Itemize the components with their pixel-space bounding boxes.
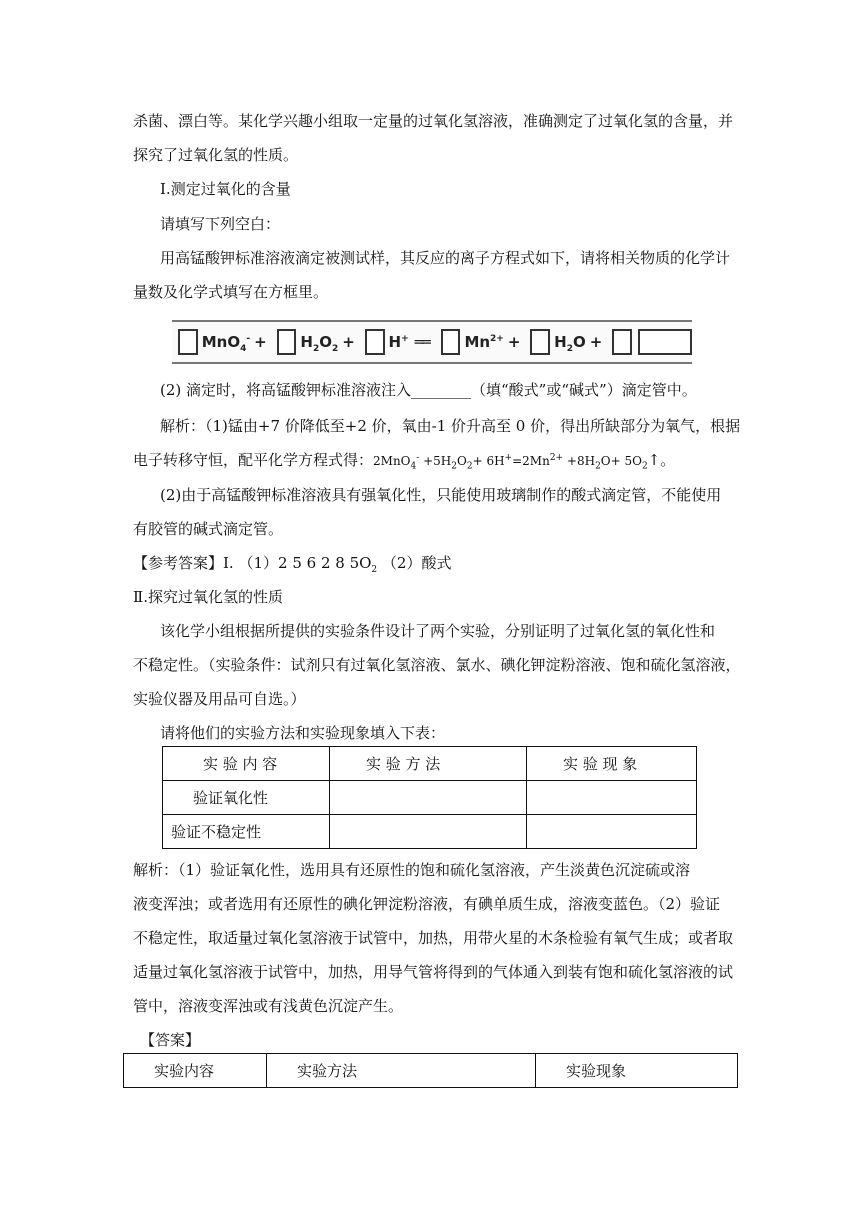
reference-answer: 【参考答案】Ⅰ. （1）2 5 6 2 8 $5O_2$ （2）酸式	[133, 554, 452, 575]
manganese-ion-formula: $Mn^{2+}$	[464, 333, 504, 351]
peroxide-formula: $H_2O_2$	[300, 333, 339, 354]
table-header-row	[163, 747, 697, 781]
plus-sign: +	[254, 333, 267, 351]
coefficient-box[interactable]	[277, 329, 297, 355]
paragraph-line: 探究了过氧化氢的性质。	[133, 146, 299, 164]
paragraph-line: 杀菌、漂白等。某化学兴趣小组取一定量的过氧化氢溶液，准确测定了过氧化氢的含量，并	[133, 112, 734, 130]
paragraph-line: 该化学小组根据所提供的实验条件设计了两个实验，分别证明了过氧化氢的氧化性和	[160, 622, 716, 640]
paragraph-line: 量数及化学式填写在方框里。	[133, 283, 329, 301]
answer-table	[123, 1053, 738, 1088]
table-header-cell: 实验方法	[267, 1054, 536, 1088]
plus-sign: +	[342, 333, 355, 351]
table-cell-empty[interactable]	[330, 781, 527, 815]
formula-box[interactable]	[638, 329, 692, 355]
table-header-row	[124, 1054, 738, 1088]
plus-sign: +	[589, 333, 603, 351]
coefficient-box[interactable]	[530, 329, 550, 355]
analysis-line: 有胶管的碱式滴定管。	[133, 520, 284, 538]
table-header-cell: 实验现象	[536, 1054, 738, 1088]
section-heading: Ⅰ.测定过氧化的含量	[160, 180, 291, 198]
table-row	[163, 781, 697, 815]
table-header-cell: 实 验 方 法	[330, 747, 527, 781]
question-line: (2) 滴定时，将高锰酸钾标准溶液注入________（填“酸式”或“碱式”）滴定管中。	[160, 381, 697, 399]
table-cell-empty[interactable]	[330, 815, 527, 849]
analysis-line: (2)由于高锰酸钾标准溶液具有强氧化性，只能使用玻璃制作的酸式滴定管，不能使用	[160, 486, 722, 504]
answer-heading: 【答案】	[140, 1031, 201, 1049]
analysis-line: 解析：（1）验证氧化性，选用具有还原性的饱和硫化氢溶液，产生淡黄色沉淀硫或溶	[133, 861, 691, 879]
section-heading: Ⅱ.探究过氧化氢的性质	[133, 588, 283, 606]
analysis-line: 管中，溶液变浑浊或有浅黄色沉淀产生。	[133, 997, 404, 1015]
analysis-line: 适量过氧化氢溶液于试管中，加热，用导气管将得到的气体通入到装有饱和硫化氢溶液的试	[133, 963, 734, 981]
analysis-line: 解析：（1)锰由+7 价降低至+2 价，氧由-1 价升高至 0 价，得出所缺部分为氧气，根据	[160, 417, 741, 435]
table-cell: 验证氧化性	[163, 781, 330, 815]
paragraph-line: 用高锰酸钾标准溶液滴定被测试样，其反应的离子方程式如下，请将相关物质的化学计	[160, 249, 731, 267]
table-cell: 验证不稳定性	[163, 815, 330, 849]
proton-formula: H+	[388, 333, 409, 351]
paragraph-line: 实验仪器及用品可自选。）	[133, 690, 306, 708]
analysis-line: 不稳定性，取适量过氧化氢溶液于试管中，加热，用带火星的木条检验有氧气生成；或者取	[133, 929, 734, 947]
coefficient-box[interactable]	[365, 329, 385, 355]
table-header-cell: 实验内容	[124, 1054, 267, 1088]
table-row	[163, 815, 697, 849]
plus-sign: +	[507, 333, 521, 351]
instruction-line: 请填写下列空白：	[160, 215, 281, 233]
coefficient-box[interactable]	[178, 329, 198, 355]
permanganate-formula: MnO$_4$-	[201, 333, 251, 354]
table-header-cell: 实 验 现 象	[527, 747, 697, 781]
analysis-equation-line: 电子转移守恒，配平化学方程式得：$2MnO_4^- +5H_2O_2+ 6H^+=2Mn^{2+} +8H_2O+$ $5O_2↑$。	[133, 451, 676, 472]
water-formula: $H_2O$	[554, 333, 586, 354]
table-cell-empty[interactable]	[527, 781, 697, 815]
equals-sign: ══	[414, 333, 429, 351]
table-header-cell: 实 验 内 容	[163, 747, 330, 781]
ion-equation-blanks	[172, 320, 692, 364]
coefficient-box[interactable]	[612, 329, 632, 355]
analysis-line: 液变浑浊；或者选用有还原性的碘化钾淀粉溶液，有碘单质生成，溶液变蓝色。（2）验证	[133, 895, 721, 913]
experiment-table	[162, 746, 697, 849]
coefficient-box[interactable]	[441, 329, 461, 355]
instruction-line: 请将他们的实验方法和实验现象填入下表：	[160, 724, 446, 742]
paragraph-line: 不稳定性。（实验条件：试剂只有过氧化氢溶液、氯水、碘化钾淀粉溶液、饱和硫化氢溶液，	[133, 656, 741, 674]
table-cell-empty[interactable]	[527, 815, 697, 849]
